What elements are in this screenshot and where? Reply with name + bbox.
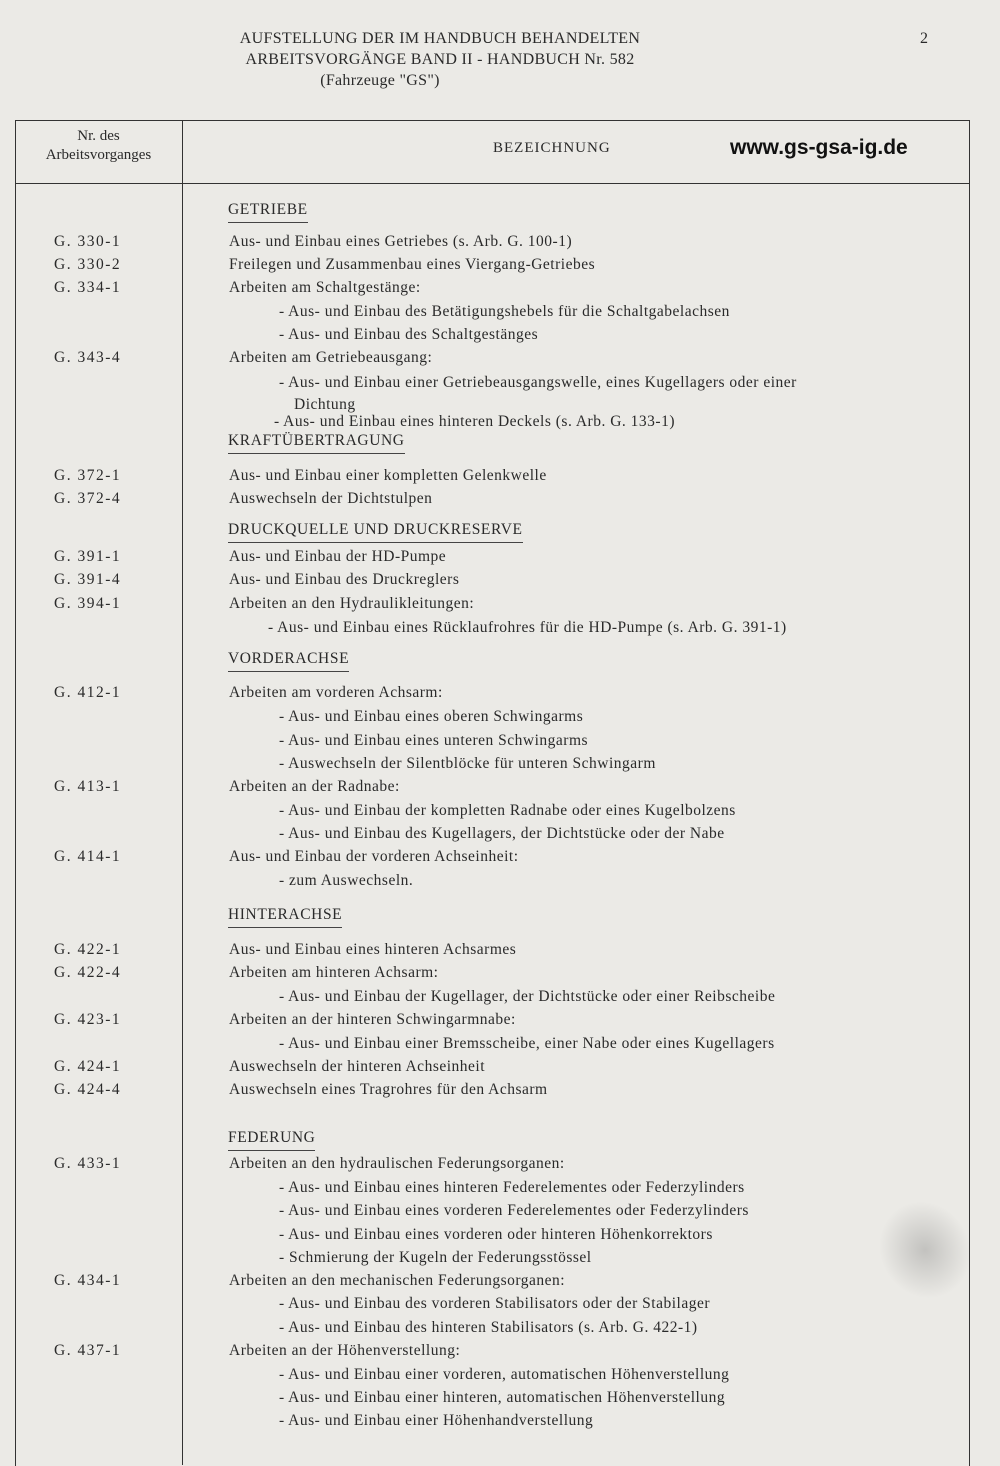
description-line: Auswechseln der hinteren Achseinheit [229, 1058, 486, 1075]
description-subline: - Aus- und Einbau des vorderen Stabilisators oder der Stabilager [279, 1295, 711, 1312]
operation-code: G. 433-1 [54, 1155, 122, 1172]
description-line: Aus- und Einbau der vorderen Achseinheit: [229, 848, 519, 865]
description-subline: - Aus- und Einbau der Kugellager, der Dichtstücke oder einer Reibscheibe [279, 988, 776, 1005]
operation-code: G. 414-1 [54, 848, 122, 865]
page-number: 2 [920, 30, 928, 47]
operation-code: G. 391-4 [54, 571, 122, 588]
description-line: Arbeiten an den mechanischen Federungsorganen: [229, 1272, 566, 1289]
description-line: Arbeiten am hinteren Achsarm: [229, 964, 439, 981]
description-subline: - Aus- und Einbau eines Rücklaufrohres für die HD-Pumpe (s. Arb. G. 391-1) [268, 619, 787, 636]
description-line: Arbeiten an der Radnabe: [229, 778, 400, 795]
operation-code: G. 372-1 [54, 467, 122, 484]
description-subline: - Aus- und Einbau einer Bremsscheibe, einer Nabe oder eines Kugellagers [279, 1035, 775, 1052]
description-line: Arbeiten am Getriebeausgang: [229, 349, 433, 366]
operation-code: G. 424-1 [54, 1058, 122, 1075]
operation-code: G. 334-1 [54, 279, 122, 296]
document-title [160, 28, 720, 91]
operation-code: G. 394-1 [54, 595, 122, 612]
description-subline: - Aus- und Einbau eines oberen Schwingarms [279, 708, 584, 725]
operation-code: G. 422-1 [54, 941, 122, 958]
description-subline: - Aus- und Einbau der kompletten Radnabe oder eines Kugelbolzens [279, 802, 736, 819]
description-line: Arbeiten an den Hydraulikleitungen: [229, 595, 475, 612]
title-line-1: AUFSTELLUNG DER IM HANDBUCH BEHANDELTEN [239, 30, 641, 47]
operation-code: G. 413-1 [54, 778, 122, 795]
operation-code: G. 423-1 [54, 1011, 122, 1028]
operation-code: G. 330-1 [54, 233, 122, 250]
description-line: Arbeiten am vorderen Achsarm: [229, 684, 443, 701]
description-line: Freilegen und Zusammenbau eines Viergang-Getriebes [229, 256, 596, 273]
description-subline: - Schmierung der Kugeln der Federungsstössel [279, 1249, 592, 1266]
description-line: Arbeiten an den hydraulischen Federungsorganen: [229, 1155, 565, 1172]
description-subline: - Aus- und Einbau eines vorderen oder hinteren Höhenkorrektors [279, 1226, 713, 1243]
section-kraftuebertragung: KRAFTÜBERTRAGUNG [228, 432, 405, 454]
description-subline: - Auswechseln der Silentblöcke für unteren Schwingarm [279, 755, 656, 772]
description-line: Auswechseln eines Tragrohres für den Achsarm [229, 1081, 548, 1098]
operation-code: G. 437-1 [54, 1342, 122, 1359]
description-subline: - Aus- und Einbau einer hinteren, automatischen Höhenverstellung [279, 1389, 726, 1406]
description-line: Auswechseln der Dichtstulpen [229, 490, 433, 507]
section-getriebe: GETRIEBE [228, 201, 308, 223]
description-subline: - Aus- und Einbau eines hinteren Federelementes oder Federzylinders [279, 1179, 745, 1196]
operation-code: G. 343-4 [54, 349, 122, 366]
description-subline: - Aus- und Einbau einer vorderen, automatischen Höhenverstellung [279, 1366, 730, 1383]
operation-code: G. 434-1 [54, 1272, 122, 1289]
description-line: Arbeiten am Schaltgestänge: [229, 279, 421, 296]
operation-code: G. 391-1 [54, 548, 122, 565]
description-subline: - Aus- und Einbau einer Getriebeausgangswelle, eines Kugellagers oder einer [279, 374, 797, 391]
description-subline: - Aus- und Einbau eines vorderen Federelementes oder Federzylinders [279, 1202, 749, 1219]
operation-code: G. 422-4 [54, 964, 122, 981]
section-federung: FEDERUNG [228, 1129, 315, 1151]
description-line: Arbeiten an der hinteren Schwingarmnabe: [229, 1011, 516, 1028]
operation-code: G. 330-2 [54, 256, 122, 273]
column-divider [182, 120, 183, 1465]
column-header-description: BEZEICHNUNG [493, 140, 611, 156]
operation-code: G. 412-1 [54, 684, 122, 701]
description-subline: - Aus- und Einbau eines unteren Schwingarms [279, 732, 589, 749]
operation-code: G. 372-4 [54, 490, 122, 507]
section-hinterachse: HINTERACHSE [228, 906, 342, 928]
description-line: Aus- und Einbau einer kompletten Gelenkwelle [229, 467, 547, 484]
website-watermark: www.gs-gsa-ig.de [730, 136, 908, 159]
section-vorderachse: VORDERACHSE [228, 650, 349, 672]
description-continuation: Dichtung [294, 396, 356, 413]
description-line: Aus- und Einbau eines hinteren Achsarmes [229, 941, 517, 958]
title-line-2: ARBEITSVORGÄNGE BAND II - HANDBUCH Nr. 582 [245, 51, 635, 68]
description-subline: - zum Auswechseln. [279, 872, 414, 889]
description-line: Arbeiten an der Höhenverstellung: [229, 1342, 461, 1359]
title-line-3: (Fahrzeuge "GS") [320, 72, 440, 89]
description-subline: - Aus- und Einbau des hinteren Stabilisators (s. Arb. G. 422-1) [279, 1319, 698, 1336]
description-subline: - Aus- und Einbau einer Höhenhandverstellung [279, 1412, 594, 1429]
description-subline: - Aus- und Einbau des Kugellagers, der Dichtstücke oder der Nabe [279, 825, 725, 842]
description-subline: - Aus- und Einbau eines hinteren Deckels (s. Arb. G. 133-1) [274, 413, 675, 430]
description-subline: - Aus- und Einbau des Betätigungshebels für die Schaltgabelachsen [279, 303, 730, 320]
header-divider [15, 183, 970, 184]
column-header-number: Nr. des Arbeitsvorganges [45, 128, 152, 163]
description-line: Aus- und Einbau der HD-Pumpe [229, 548, 447, 565]
description-line: Aus- und Einbau eines Getriebes (s. Arb. G. 100-1) [229, 233, 573, 250]
operation-code: G. 424-4 [54, 1081, 122, 1098]
description-subline: - Aus- und Einbau des Schaltgestänges [279, 326, 539, 343]
description-line: Aus- und Einbau des Druckreglers [229, 571, 460, 588]
section-druckquelle: DRUCKQUELLE UND DRUCKRESERVE [228, 521, 523, 543]
